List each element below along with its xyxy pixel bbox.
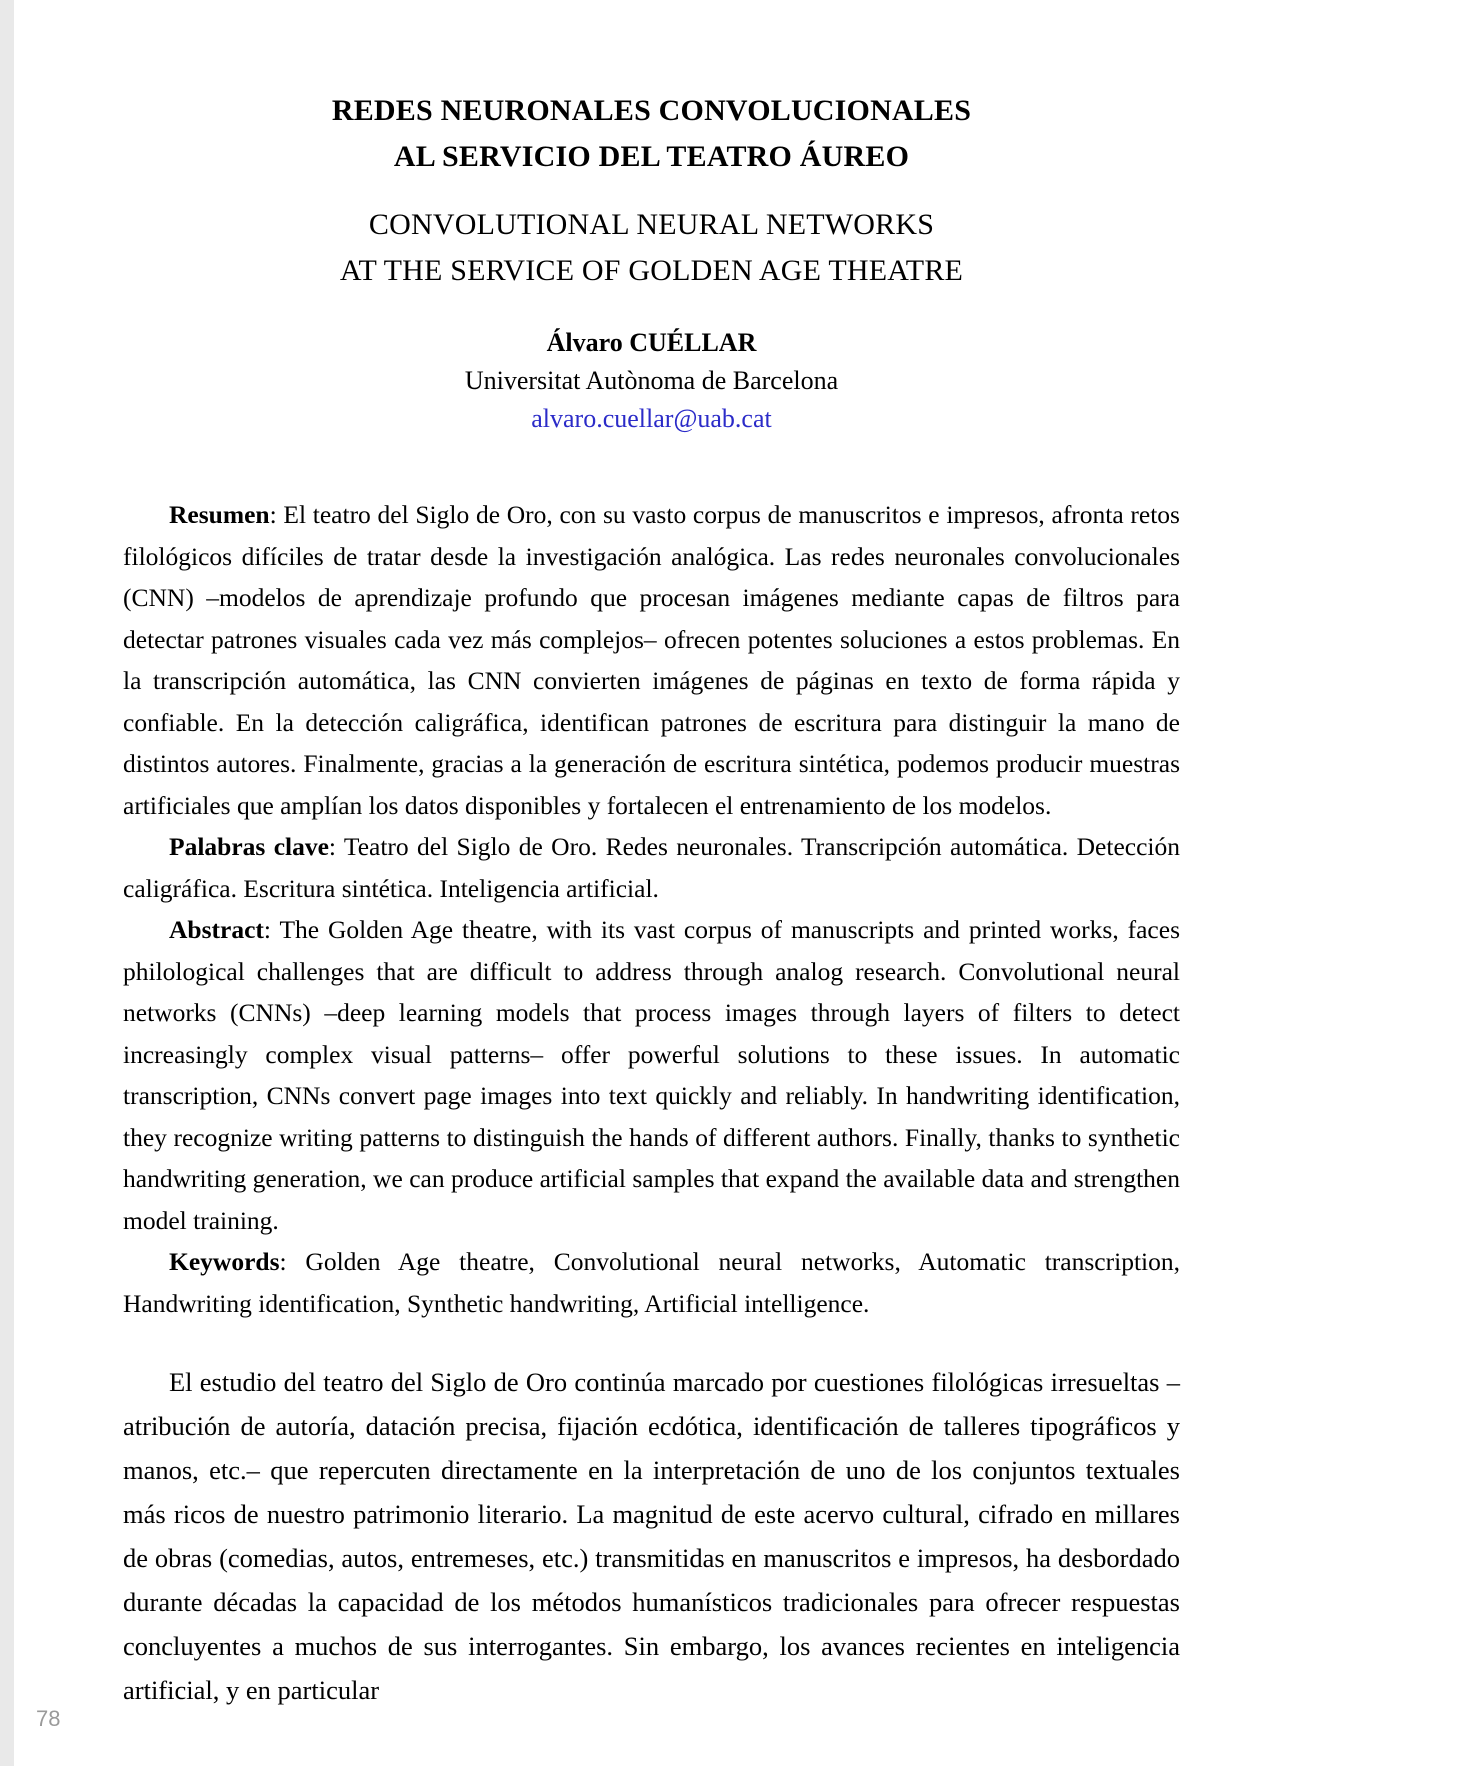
palabras-clave-label: Palabras clave: [169, 832, 329, 861]
keywords-paragraph: [123, 1241, 1180, 1324]
abstract-text: The Golden Age theatre, with its vast corpus of manuscripts and printed works, faces philological challenges that are difficult to address through analog research. Convolutional neural networks (CNNs) –deep learning models that process images through layers of filters to detect increasingly complex visual patterns– offer powerful solutions to these issues. In automatic transcription, CNNs convert page images into text quickly and reliably. In handwriting identification, they recognize writing patterns to distinguish the hands of different authors. Finally, thanks to synthetic handwriting generation, we can produce artificial samples that expand the available data and strengthen model training.: [123, 915, 1180, 1235]
resumen-text: El teatro del Siglo de Oro, con su vasto corpus de manuscritos e impresos, afronta retos filológicos difíciles de tratar desde la investigación analógica. Las redes neuronales convolucionales (CNN) –modelos de aprendizaje profundo que procesan imágenes mediante capas de filtros para detectar patrones visuales cada vez más complejos– ofrecen potentes soluciones a estos problemas. En la transcripción automática, las CNN convierten imágenes de páginas en texto de forma rápida y confiable. En la detección caligráfica, identifican patrones de escritura para distinguir la mano de distintos autores. Finalmente, gracias a la generación de escritura sintética, podemos producir muestras artificiales que amplían los datos disponibles y fortalecen el entrenamiento de los modelos.: [123, 500, 1180, 820]
author-email-link[interactable]: alvaro.cuellar@uab.cat: [531, 404, 772, 433]
page-edge-rule: [0, 0, 14, 1766]
body-paragraph-1: El estudio del teatro del Siglo de Oro continúa marcado por cuestiones filológicas irresueltas –atribución de autoría, datación precisa, fijación ecdótica, identificación de talleres tipográficos y manos, etc.– que repercuten directamente en la interpretación de uno de los conjuntos textuales más ricos de nuestro patrimonio literario. La magnitud de este acervo cultural, cifrado en millares de obras (comedias, autos, entremeses, etc.) transmitidas en manuscritos e impresos, ha desbordado durante décadas la capacidad de los métodos humanísticos tradicionales para ofrecer respuestas concluyentes a muchos de sus interrogantes. Sin embargo, los avances recientes en inteligencia artificial, y en particular: [123, 1367, 1180, 1705]
palabras-clave-separator: :: [328, 832, 344, 861]
title-english-line-1: CONVOLUTIONAL NEURAL NETWORKS: [368, 208, 935, 241]
palabras-clave-text: Teatro del Siglo de Oro. Redes neuronales. Transcripción automática. Detección caligráfica. Escritura sintética. Inteligencia artificial.: [123, 832, 1180, 903]
body-area: [123, 1324, 1180, 1712]
title-spanish-line-1: REDES NEURONALES CONVOLUCIONALES: [331, 94, 972, 127]
resumen-paragraph: [123, 494, 1180, 826]
title-english-line-2: AT THE SERVICE OF GOLDEN AGE THEATRE: [339, 254, 964, 287]
author-affiliation: Universitat Autònoma de Barcelona: [464, 366, 839, 395]
page-title-spanish: [123, 88, 1180, 180]
resumen-label: Resumen: [169, 500, 270, 529]
abstract-label: Abstract: [169, 915, 264, 944]
keywords-label: Keywords: [169, 1247, 280, 1276]
author-name: Álvaro CUÉLLAR: [546, 328, 757, 357]
title-block: [123, 0, 1180, 294]
keywords-text: Golden Age theatre, Convolutional neural networks, Automatic transcription, Handwriting identification, Synthetic handwriting, Artificial intelligence.: [123, 1247, 1180, 1318]
abstract-area: [123, 438, 1180, 1324]
author-block: [123, 294, 1180, 438]
author-email-line: [123, 400, 1180, 438]
keywords-separator: :: [279, 1247, 306, 1276]
page-number: 78: [36, 1706, 61, 1731]
abstract-separator: :: [263, 915, 280, 944]
page-title-english: [123, 180, 1180, 294]
page-content: [123, 0, 1180, 1712]
abstract-paragraph: [123, 909, 1180, 1241]
title-spanish-line-2: AL SERVICIO DEL TEATRO ÁUREO: [393, 140, 910, 173]
resumen-separator: :: [269, 500, 284, 529]
palabras-clave-paragraph: [123, 826, 1180, 909]
